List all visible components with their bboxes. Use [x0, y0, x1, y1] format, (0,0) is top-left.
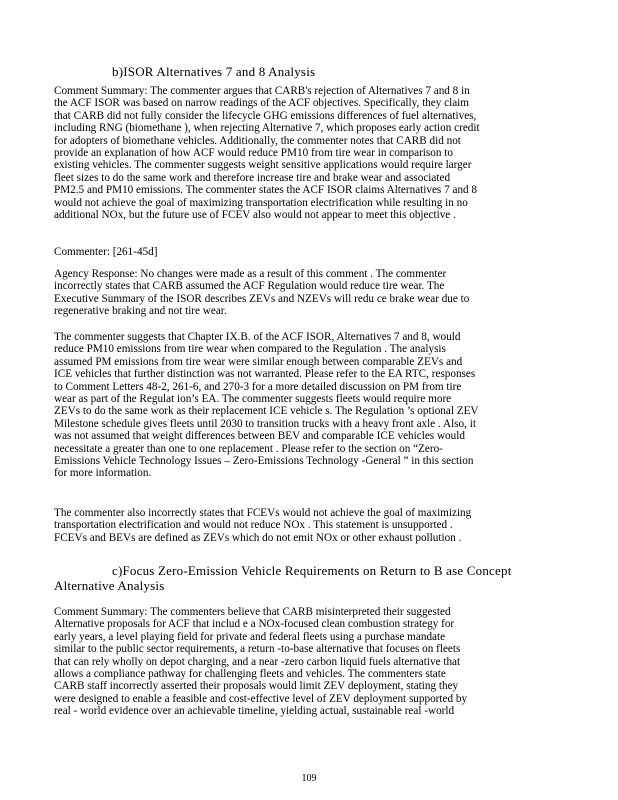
text-line: reduce PM10 emissions from tire wear when compared to the Regulation . The analysis [54, 343, 446, 356]
response-paragraph-fcev [54, 507, 558, 544]
text-line: Emissions Vehicle Technology Issues – Zero-Emissions Technology -General ” in this section [54, 455, 474, 468]
text-line: including RNG (biomethane ), when rejecting Alternative 7, which proposes early action credit [54, 122, 480, 135]
comment-summary-paragraph-c [54, 606, 558, 718]
text-line: was not assumed that weight differences between BEV and comparable ICE vehicles would [54, 430, 465, 443]
text-line: Executive Summary of the ISOR describes ZEVs and NZEVs will redu ce brake wear due to [54, 292, 470, 305]
text-line: incorrectly states that CARB assumed the ACF Regulation would reduce tire wear. The [54, 280, 445, 293]
text-line: The commenter suggests that Chapter IX.B. of the ACF ISOR, Alternatives 7 and 8, would [54, 331, 461, 343]
text-line: wear as part of the Regulat ion’s EA. The commenter suggests fleets would require more [54, 393, 452, 406]
text-line: early years, a level playing field for private and federal fleets using a purchase mandate [54, 630, 446, 643]
text-line: Alternative proposals for ACF that includ e a NOx-focused clean combustion strategy for [54, 618, 455, 631]
text-line: similar to the public sector requirements, a return -to-base alternative that focuses on fleets [54, 643, 461, 656]
agency-response-paragraph [54, 268, 558, 318]
text-line: for adopters of biomethane vehicles. Additionally, the commenter notes that CARB did not [54, 134, 461, 147]
text-line: FCEVs and BEVs are defined as ZEVs which do not emit NOx or other exhaust pollution . [54, 531, 462, 544]
page-number: 109 [301, 773, 317, 784]
text-line: allows a compliance pathway for challenging fleets and vehicles. The commenters state [54, 668, 446, 681]
heading-line: Alternative Analysis [54, 578, 165, 593]
text-line: The commenter also incorrectly states that FCEVs would not achieve the goal of maximizing [54, 507, 472, 519]
text-line: regenerative braking and not tire wear. [54, 305, 227, 318]
text-line: Milestone schedule gives fleets until 2030 to transition trucks with a heavy front axle . Also, it [54, 417, 476, 430]
text-line: necessitate a greater than one to one replacement . Please refer to the section on “Zero- [54, 442, 443, 455]
text-line: Comment Summary: The commenter argues that CARB's rejection of Alternatives 7 and 8 in [54, 85, 470, 97]
text-line: existing vehicles. The commenter suggests weight sensitive applications would require larger [54, 159, 472, 172]
comment-summary-paragraph [54, 85, 558, 221]
text-line: would not achieve the goal of maximizing transportation electrification while resulting in no [54, 196, 468, 209]
text-line: CARB staff incorrectly asserted their proposals would limit ZEV deployment, stating they [54, 680, 459, 693]
section-heading-isor-alternatives: b)ISOR Alternatives 7 and 8 Analysis [112, 64, 316, 79]
text-line: Agency Response: No changes were made as a result of this comment . The commenter [54, 268, 447, 280]
section-heading-return-to-base [54, 563, 554, 593]
text-line: to Comment Letters 48-2, 261-6, and 270-3 for a more detailed discussion on PM from tire [54, 380, 462, 393]
text-line: the ACF ISOR was based on narrow readings of the ACF objectives. Specifically, they claim [54, 97, 469, 110]
text-line: were designed to enable a feasible and cost-effective level of ZEV deployment supported by [54, 692, 468, 705]
text-line: transportation electrification and would not reduce NOx . This statement is unsupported . [54, 519, 453, 532]
text-line: that CARB did not fully consider the lifecycle GHG emissions differences of fuel alternatives, [54, 109, 477, 122]
text-line: ICE vehicles that further distinction was not warranted. Please refer to the EA RTC, responses [54, 368, 476, 381]
text-line: real - world evidence over an achievable timeline, yielding actual, sustainable real -world [54, 705, 455, 718]
heading-line: c)Focus Zero-Emission Vehicle Requirements on Return to B ase Concept [112, 563, 512, 578]
text-line: fleet sizes to do the same work and therefore increase tire and brake wear and associated [54, 171, 451, 184]
text-line: that can rely wholly on depot charging, and a near -zero carbon liquid fuels alternative that [54, 655, 461, 668]
text-line: assumed PM emissions from tire wear were similar enough between comparable ZEVs and [54, 355, 463, 368]
text-line: for more information. [54, 467, 152, 480]
text-line: ZEVs to do the same work as their replacement ICE vehicle s. The Regulation ’s optional ZEV [54, 405, 479, 418]
commenter-reference: Commenter: [261-45d] [54, 246, 158, 258]
text-line: provide an explanation of how ACF would reduce PM10 from tire wear in comparison to [54, 147, 453, 160]
text-line: Comment Summary: The commenters believe that CARB misinterpreted their suggested [54, 606, 451, 618]
text-line: additional NOx, but the future use of FCEV also would not appear to meet this objective . [54, 209, 456, 222]
response-paragraph-tire-wear [54, 331, 558, 480]
text-line: PM2.5 and PM10 emissions. The commenter states the ACF ISOR claims Alternatives 7 and 8 [54, 184, 478, 197]
